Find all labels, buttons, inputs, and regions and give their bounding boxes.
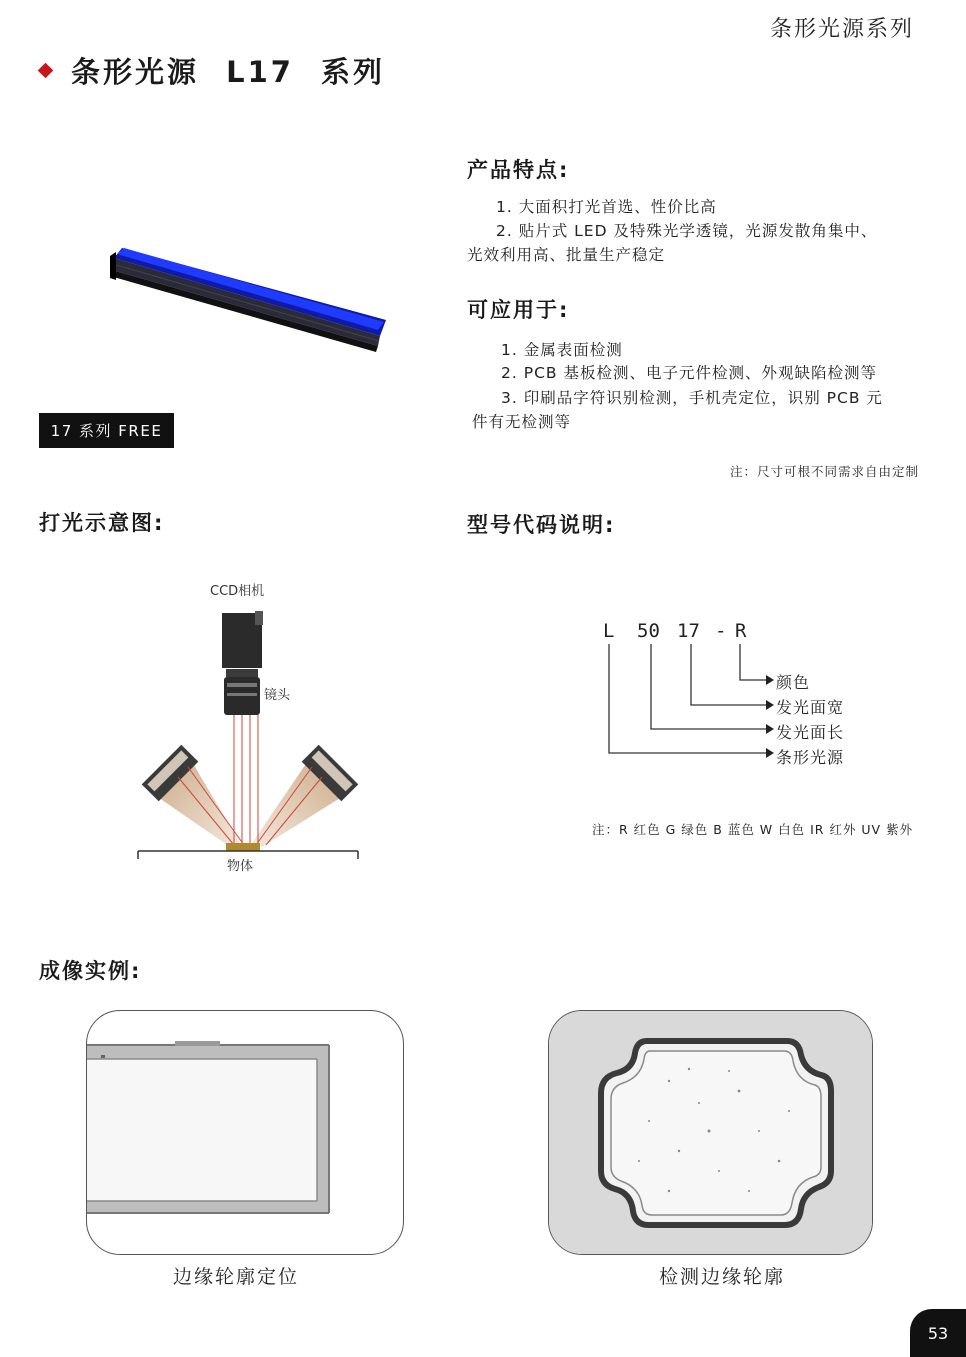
example-caption-edge-detection: 检测边缘轮廓 — [658, 1266, 785, 1288]
code-connector-lines — [600, 640, 780, 765]
edge-positioning-example-image — [86, 1010, 404, 1255]
code-part-dash: - — [715, 620, 727, 642]
feature-line: 光效利用高、批量生产稳定 — [467, 246, 666, 264]
page-number: 53 — [910, 1309, 966, 1357]
lens-label: 镜头 — [264, 688, 291, 703]
application-line: 件有无检测等 — [472, 413, 572, 431]
features-heading: 产品特点: — [467, 158, 570, 182]
feature-line: 2. 贴片式 LED 及特殊光学透镜，光源发散角集中、 — [496, 222, 878, 240]
applications-heading: 可应用于: — [467, 298, 570, 322]
ccd-camera-label: CCD相机 — [210, 584, 265, 599]
legend-emitting-length: 发光面长 — [776, 723, 845, 742]
code-part-color: R — [735, 620, 747, 642]
page-title-row — [40, 50, 385, 91]
code-part-width: 17 — [677, 620, 700, 642]
legend-emitting-width: 发光面宽 — [776, 698, 845, 717]
page-title: 条形光源 L17 系列 — [71, 55, 386, 89]
application-line: 3. 印刷品字符识别检测，手机壳定位，识别 PCB 元 — [501, 389, 883, 407]
application-line: 2. PCB 基板检测、电子元件检测、外观缺陷检测等 — [501, 364, 877, 382]
code-part-series: L — [603, 620, 615, 642]
bar-light-product-image — [108, 240, 393, 360]
example-caption-edge-positioning: 边缘轮廓定位 — [172, 1266, 299, 1288]
custom-size-note: 注：尺寸可根不同需求自由定制 — [729, 464, 919, 479]
lighting-diagram-heading: 打光示意图: — [39, 511, 165, 535]
color-code-note: 注：R 红色 G 绿色 B 蓝色 W 白色 IR 红外 UV 紫外 — [592, 822, 914, 837]
legend-bar-light: 条形光源 — [776, 748, 845, 767]
diamond-bullet-icon — [38, 63, 54, 79]
edge-detection-example-image — [548, 1010, 873, 1255]
object-label: 物体 — [227, 859, 254, 874]
application-line: 1. 金属表面检测 — [501, 341, 623, 359]
imaging-examples-heading: 成像实例: — [39, 959, 142, 983]
legend-color: 颜色 — [776, 673, 811, 692]
model-code-heading: 型号代码说明: — [467, 513, 616, 537]
lighting-schematic — [130, 595, 370, 870]
code-part-length: 50 — [637, 620, 660, 642]
product-badge: 17 系列 FREE — [39, 413, 174, 448]
series-label: 条形光源系列 — [769, 17, 914, 42]
feature-line: 1. 大面积打光首选、性价比高 — [496, 198, 717, 216]
